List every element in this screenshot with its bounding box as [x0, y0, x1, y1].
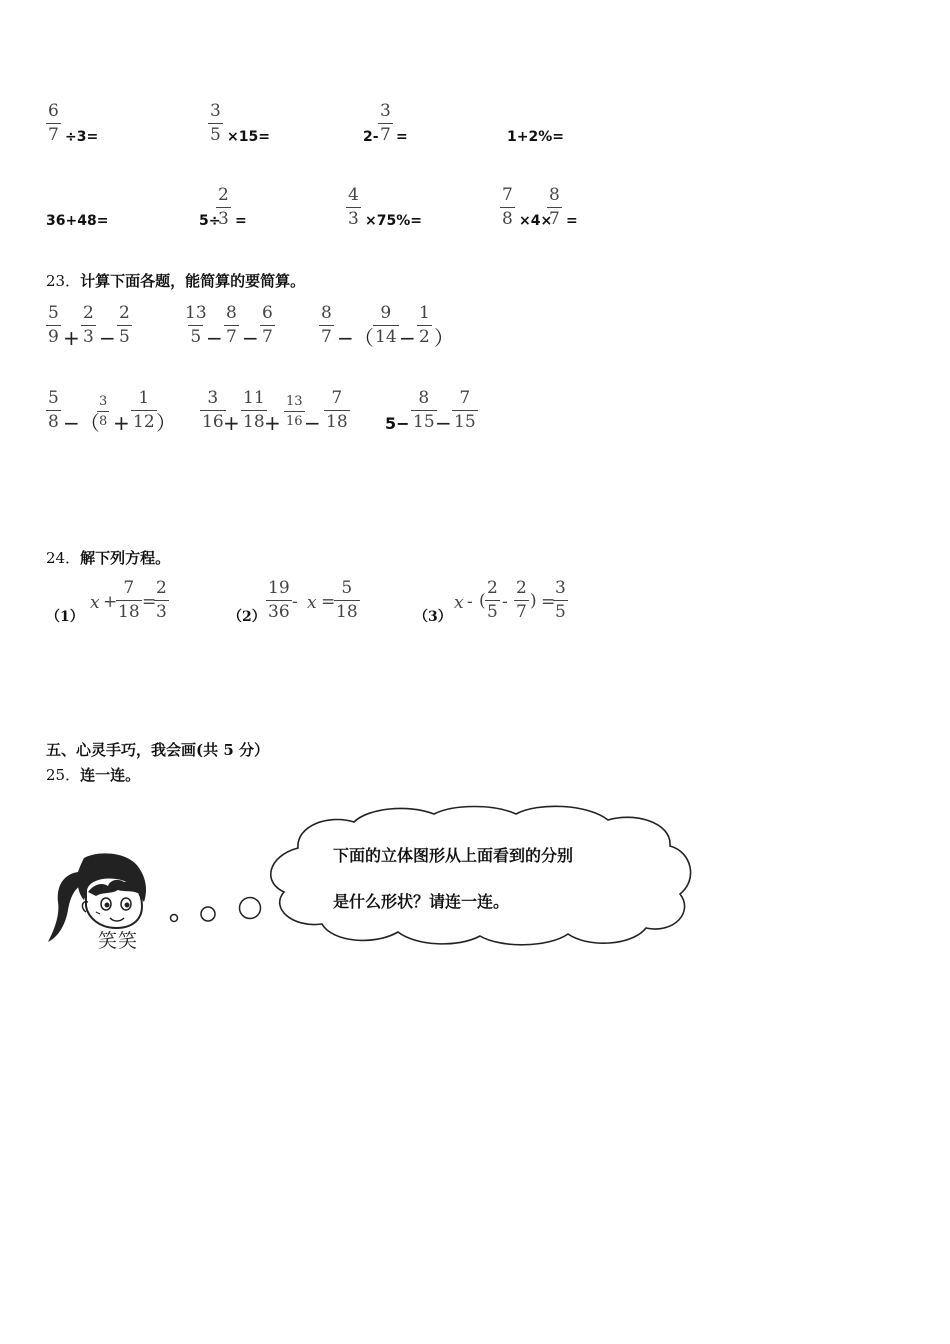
equation-label: （2）	[228, 609, 266, 625]
section-5-title: 五、心灵手巧，我会画(共 5 分）	[46, 741, 269, 759]
fraction: 1 2	[419, 303, 430, 347]
close-paren: )	[530, 591, 537, 611]
fraction: 4 3	[348, 185, 359, 229]
cloud-text-line-1: 下面的立体图形从上面看到的分别	[333, 846, 574, 865]
fraction: 19 36	[268, 578, 290, 622]
fraction: 3 8	[99, 394, 108, 429]
expression-prefix: 5−	[385, 414, 410, 433]
fraction: 3 7	[380, 101, 391, 145]
question-25-heading: 25．连一连。	[46, 766, 141, 784]
operator: ）	[434, 326, 454, 350]
fraction: 7 18	[326, 388, 348, 432]
operator: +	[113, 411, 130, 435]
variable-x: x	[454, 593, 464, 613]
fraction: 2 5	[119, 303, 130, 347]
open-paren: (	[479, 591, 486, 611]
operator: +	[63, 326, 80, 350]
operator: −	[99, 326, 116, 350]
fraction: 2 3	[156, 578, 167, 622]
operator: −	[242, 326, 259, 350]
expression-prefix: 5÷	[199, 213, 221, 229]
expression-tail: ×15=	[227, 129, 270, 145]
operator: =	[321, 592, 336, 612]
question-23-heading: 23．计算下面各题，能简算的要简算。	[46, 272, 306, 290]
operator: -	[292, 592, 298, 612]
fraction: 5 18	[336, 578, 358, 622]
fraction: 3 5	[210, 101, 221, 145]
expression-tail: ÷3=	[65, 129, 99, 145]
fraction: 13 5	[185, 303, 207, 347]
operator: -	[467, 592, 473, 612]
operator: −	[304, 411, 321, 435]
fraction: 7 8	[502, 185, 513, 229]
fraction: 7 18	[118, 578, 140, 622]
fraction: 2 7	[516, 578, 527, 622]
equation-label: （3）	[414, 609, 452, 625]
cloud-text-line-2: 是什么形状？请连一连。	[333, 892, 510, 911]
fraction: 6 7	[262, 303, 273, 347]
expression-tail: =	[566, 213, 578, 229]
fraction: 3 16	[202, 388, 224, 432]
operator: +	[223, 411, 240, 435]
fraction: 11 18	[243, 388, 265, 432]
fraction: 1 12	[133, 388, 155, 432]
expression: 36+48=	[46, 213, 109, 229]
operator: =	[541, 592, 556, 612]
operator: =	[142, 592, 157, 612]
equation-label: （1）	[46, 609, 84, 625]
question-24-heading: 24．解下列方程。	[46, 549, 171, 567]
operator: +	[103, 592, 118, 612]
fraction: 8 7	[321, 303, 332, 347]
fraction: 6 7	[48, 101, 59, 145]
character-name: 笑笑	[98, 930, 139, 952]
operator: ）	[156, 411, 176, 435]
variable-x: x	[90, 593, 100, 613]
fraction: 9 14	[375, 303, 397, 347]
variable-x: x	[307, 593, 317, 613]
fraction: 5 8	[48, 388, 59, 432]
operator: +	[264, 411, 281, 435]
fraction: 5 9	[48, 303, 59, 347]
operator: −	[399, 326, 416, 350]
fraction: 8 7	[549, 185, 560, 229]
fraction: 2 3	[83, 303, 94, 347]
operator: −（	[63, 411, 100, 435]
fraction: 2 5	[487, 578, 498, 622]
fraction: 2 3	[218, 185, 229, 229]
thought-cloud	[258, 800, 698, 950]
expression-tail: ×75%=	[365, 213, 422, 229]
fraction: 7 15	[454, 388, 476, 432]
fraction: 8 15	[413, 388, 435, 432]
expression-tail: =	[235, 213, 247, 229]
fraction: 13 16	[286, 394, 303, 429]
expression-operator: ×4×	[519, 213, 553, 229]
operator: -	[502, 592, 508, 612]
fraction: 3 5	[555, 578, 566, 622]
expression-tail: =	[396, 129, 408, 145]
expression: 1+2%=	[507, 129, 564, 145]
fraction: 8 7	[226, 303, 237, 347]
operator: −	[206, 326, 223, 350]
operator: −（	[337, 326, 374, 350]
expression-prefix: 2-	[363, 129, 379, 145]
operator: −	[435, 411, 452, 435]
thought-dots	[165, 890, 265, 930]
